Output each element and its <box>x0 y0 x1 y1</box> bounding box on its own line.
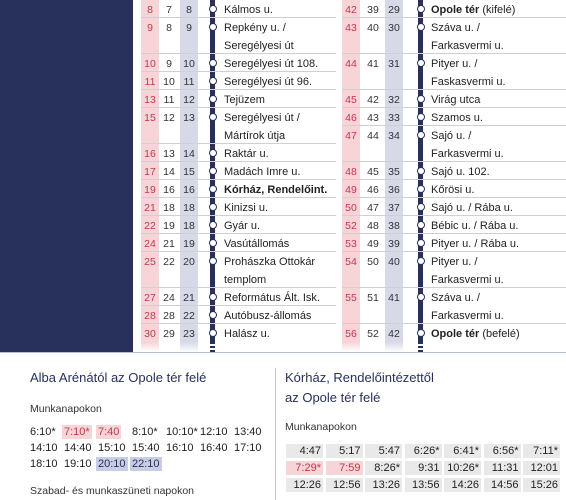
stop-dot <box>209 149 217 157</box>
stop-dot <box>209 185 217 193</box>
stop-dot <box>417 293 425 301</box>
L-route-dashes <box>210 342 215 352</box>
minute-lavender: 9 <box>186 22 192 34</box>
minute-white: 46 <box>367 184 379 196</box>
row-separator <box>342 233 566 234</box>
minute-lavender: 18 <box>183 220 195 232</box>
stop-name: Autóbusz-állomás <box>224 309 312 322</box>
minute-lavender: 37 <box>388 202 400 214</box>
stop-name-line2: Seregélyesi út <box>224 39 294 52</box>
minute-white: 12 <box>163 112 175 124</box>
minute-white: 41 <box>367 58 379 70</box>
stop-dot <box>209 221 217 229</box>
stop-name: Seregélyesi út 108. <box>224 57 319 70</box>
minute-lavender: 14 <box>183 148 195 160</box>
stop-name: Tejüzem <box>224 93 265 106</box>
minute-pink: 48 <box>345 166 357 178</box>
minute-white: 28 <box>163 310 175 322</box>
departure-time: 7:11* <box>523 444 560 458</box>
departure-time: 7:40 <box>98 426 120 438</box>
stop-name: Kórház, Rendelőint. <box>224 183 328 196</box>
row-separator <box>141 233 336 234</box>
stop-dot <box>209 77 217 85</box>
minute-pink: 15 <box>144 112 156 124</box>
row-separator <box>141 107 336 108</box>
minute-white: 16 <box>163 184 175 196</box>
stop-name: Sajó u. / Rába u. <box>431 201 513 214</box>
stop-name-line2: Farkasvermi u. <box>431 273 504 286</box>
minute-pink: 11 <box>144 76 156 88</box>
stop-dot <box>417 59 425 67</box>
minute-white: 42 <box>367 94 379 106</box>
stop-dot <box>209 167 217 175</box>
stop-name: Pityer u. / <box>431 255 478 268</box>
departure-time: 8:26* <box>365 461 402 475</box>
left-weekday-label: Munkanapokon <box>30 403 102 415</box>
departure-time: 5:17 <box>326 444 363 458</box>
stop-name: Református Ált. Isk. <box>224 291 320 304</box>
departure-time: 13:56 <box>405 478 442 492</box>
stop-name: Pityer u. / Rába u. <box>431 237 520 250</box>
departure-time: 7:29* <box>286 461 323 475</box>
stop-name: Sajó u. / <box>431 129 472 142</box>
stop-name-suffix: (kifelé) <box>479 3 516 16</box>
minute-lavender: 40 <box>388 256 400 268</box>
stop-dot <box>417 167 425 175</box>
left-schedule-title: Alba Arénától az Opole tér felé <box>30 370 207 385</box>
minute-lavender: 35 <box>388 166 400 178</box>
departure-time: 18:10 <box>30 458 58 470</box>
minute-lavender: 12 <box>183 94 195 106</box>
stop-dot <box>417 185 425 193</box>
row-separator <box>342 251 566 252</box>
departure-time: 9:31 <box>405 461 442 475</box>
stop-name <box>431 328 520 341</box>
minute-white: 51 <box>367 292 379 304</box>
stop-dot <box>209 23 217 31</box>
departure-time: 12:01 <box>523 461 560 475</box>
stop-name-line2: Faskasvermi u. <box>431 75 506 88</box>
stop-dot <box>417 23 425 31</box>
row-separator <box>141 143 336 144</box>
schedule-column-divider <box>275 368 276 500</box>
minute-white: 49 <box>367 238 379 250</box>
row-separator <box>141 197 336 198</box>
minute-lavender: 22 <box>183 310 195 322</box>
minute-pink: 13 <box>144 94 156 106</box>
minute-white: 10 <box>163 76 175 88</box>
minute-lavender: 10 <box>183 58 195 70</box>
minute-lavender: 38 <box>388 220 400 232</box>
row-separator <box>141 89 336 90</box>
minute-pink: 45 <box>345 94 357 106</box>
stop-name: Kálmos u. <box>224 3 273 16</box>
departure-time: 6:56* <box>484 444 521 458</box>
departure-time: 22:10 <box>132 458 160 470</box>
row-separator <box>342 323 566 324</box>
minute-white: 50 <box>367 256 379 268</box>
departure-time: 7:59 <box>326 461 363 475</box>
minute-pink: 25 <box>144 256 156 268</box>
row-separator <box>141 305 336 306</box>
stop-dot <box>209 311 217 319</box>
minute-white: 11 <box>163 94 175 106</box>
departure-time: 11:31 <box>484 461 521 475</box>
departure-time: 20:10 <box>98 458 126 470</box>
minute-pink: 49 <box>345 184 357 196</box>
minute-lavender: 11 <box>183 76 195 88</box>
minute-lavender: 30 <box>388 22 400 34</box>
row-separator <box>342 89 566 90</box>
row-separator <box>141 179 336 180</box>
minute-pink: 47 <box>345 130 357 142</box>
minute-lavender: 18 <box>183 202 195 214</box>
minute-white: 29 <box>163 328 175 340</box>
departure-time: 4:47 <box>286 444 323 458</box>
minute-lavender: 36 <box>388 184 400 196</box>
right-schedule-title: Kórház, Rendelőintézettől <box>285 370 434 385</box>
departure-time: 15:26 <box>523 478 560 492</box>
minute-white: 45 <box>367 166 379 178</box>
departure-time: 17:10 <box>234 442 262 454</box>
minute-lavender: 39 <box>388 238 400 250</box>
minute-white: 8 <box>166 22 172 34</box>
stop-dot <box>209 5 217 13</box>
minute-white: 18 <box>163 202 175 214</box>
stop-name: Száva u. / <box>431 291 480 304</box>
minute-pink: 16 <box>144 148 156 160</box>
minute-pink: 28 <box>144 310 156 322</box>
minute-pink: 9 <box>147 22 153 34</box>
departure-time: 14:40 <box>64 442 92 454</box>
stop-name: Seregélyesi út / <box>224 111 300 124</box>
R-pink-fade <box>342 342 360 352</box>
right-schedule-title-line2: az Opole tér felé <box>285 390 381 405</box>
stop-name: Sajó u. 102. <box>431 165 490 178</box>
stop-name: Pityer u. / <box>431 57 478 70</box>
departure-time: 12:26 <box>286 478 323 492</box>
minute-lavender: 8 <box>186 4 192 16</box>
minute-white: 19 <box>163 220 175 232</box>
minute-lavender: 15 <box>183 166 195 178</box>
minute-pink: 56 <box>345 328 357 340</box>
row-separator <box>342 287 566 288</box>
row-separator <box>141 323 336 324</box>
departure-time: 6:10* <box>30 426 56 438</box>
departure-time: 5:47 <box>365 444 402 458</box>
row-separator <box>342 197 566 198</box>
minute-pink: 54 <box>345 256 357 268</box>
stop-name: Gyár u. <box>224 219 261 232</box>
minute-lavender: 21 <box>183 292 195 304</box>
stop-dot <box>209 239 217 247</box>
stop-dot <box>417 239 425 247</box>
minute-white: 52 <box>367 328 379 340</box>
departure-time: 13:40 <box>234 426 262 438</box>
departure-time: 15:40 <box>132 442 160 454</box>
stop-name: Kinizsi u. <box>224 201 269 214</box>
stop-dot <box>209 293 217 301</box>
departure-time: 10:10* <box>166 426 198 438</box>
minute-lavender: 29 <box>388 4 400 16</box>
minute-lavender: 16 <box>183 184 195 196</box>
departure-time: 16:10 <box>166 442 194 454</box>
R-route-dashes <box>418 342 423 352</box>
minute-lavender: 33 <box>388 112 400 124</box>
minute-pink: 42 <box>345 4 357 16</box>
minute-pink: 17 <box>144 166 156 178</box>
stop-name-line2: Farkasvermi u. <box>431 147 504 160</box>
row-separator <box>141 53 336 54</box>
stop-dot <box>209 59 217 67</box>
stop-dot <box>209 113 217 121</box>
stop-dot <box>209 329 217 337</box>
minute-pink: 44 <box>345 58 357 70</box>
stop-dot <box>417 95 425 103</box>
L-lavender-fade <box>180 342 198 352</box>
row-separator <box>342 179 566 180</box>
stop-name-line2: Mártírok útja <box>224 129 286 142</box>
row-separator <box>141 17 336 18</box>
departure-time: 16:40 <box>200 442 228 454</box>
departure-time: 14:26 <box>444 478 481 492</box>
stop-name-bold: Opole tér <box>431 3 480 16</box>
minute-pink: 19 <box>144 184 156 196</box>
minute-pink: 24 <box>144 238 156 250</box>
row-separator <box>342 215 566 216</box>
stop-name-line2: Farkasvermi u. <box>431 39 504 52</box>
L-pink-fade <box>141 342 159 352</box>
stop-name: Vasútállomás <box>224 237 290 250</box>
stop-name: Prohászka Ottokár <box>224 255 316 268</box>
minute-lavender: 13 <box>183 112 195 124</box>
stop-dot <box>417 257 425 265</box>
stop-name: Raktár u. <box>224 147 269 160</box>
minute-white: 43 <box>367 112 379 124</box>
departure-time: 19:10 <box>64 458 92 470</box>
departure-time: 12:10 <box>200 426 228 438</box>
row-separator <box>342 53 566 54</box>
minute-white: 21 <box>163 238 175 250</box>
minute-white: 39 <box>367 4 379 16</box>
stop-dot <box>209 257 217 265</box>
stop-name: Bébic u. / Rába u. <box>431 219 519 232</box>
stop-dot <box>417 329 425 337</box>
stop-dot <box>209 203 217 211</box>
minute-pink: 43 <box>345 22 357 34</box>
minute-white: 48 <box>367 220 379 232</box>
row-separator <box>141 71 336 72</box>
departure-time: 10:26* <box>444 461 481 475</box>
row-separator <box>141 251 336 252</box>
stop-dot <box>417 221 425 229</box>
stop-name <box>431 4 515 17</box>
departure-time: 14:56 <box>484 478 521 492</box>
R-lavender-fade <box>385 342 403 352</box>
minute-pink: 55 <box>345 292 357 304</box>
minute-lavender: 31 <box>388 58 400 70</box>
minute-pink: 46 <box>345 112 357 124</box>
minute-pink: 21 <box>144 202 156 214</box>
minute-white: 24 <box>163 292 175 304</box>
row-separator <box>141 287 336 288</box>
stop-name: Seregélyesi út 96. <box>224 75 313 88</box>
stop-name: Szamos u. <box>431 111 483 124</box>
stop-name-line2: Farkasvermi u. <box>431 309 504 322</box>
stop-dot <box>417 5 425 13</box>
left-weekend-label: Szabad- és munkaszüneti napokon <box>30 485 195 497</box>
minute-lavender: 34 <box>388 130 400 142</box>
row-separator <box>342 125 566 126</box>
minute-white: 9 <box>166 58 172 70</box>
minute-white: 40 <box>367 22 379 34</box>
row-separator <box>342 107 566 108</box>
minute-pink: 8 <box>147 4 153 16</box>
minute-white: 14 <box>163 166 175 178</box>
minute-white: 44 <box>367 130 379 142</box>
minute-lavender: 19 <box>183 238 195 250</box>
row-separator <box>141 215 336 216</box>
stop-name-bold: Opole tér <box>431 327 480 340</box>
minute-pink: 52 <box>345 220 357 232</box>
stop-name: Repkény u. / <box>224 21 286 34</box>
departure-time: 6:26* <box>405 444 442 458</box>
minute-lavender: 42 <box>388 328 400 340</box>
departure-time: 8:10* <box>132 426 158 438</box>
stop-name-suffix: (befelé) <box>479 327 520 340</box>
navy-side-panel <box>0 0 133 352</box>
stop-dot <box>417 131 425 139</box>
minute-white: 22 <box>163 256 175 268</box>
row-separator <box>342 17 566 18</box>
minute-white: 13 <box>163 148 175 160</box>
minute-pink: 22 <box>144 220 156 232</box>
minute-lavender: 32 <box>388 94 400 106</box>
stop-name: Száva u. / <box>431 21 480 34</box>
minute-white: 47 <box>367 202 379 214</box>
departure-time: 12:56 <box>326 478 363 492</box>
right-weekday-label: Munkanapokon <box>285 421 357 433</box>
minute-pink: 53 <box>345 238 357 250</box>
section-divider <box>0 352 566 353</box>
departure-time: 13:26 <box>365 478 402 492</box>
row-separator <box>141 161 336 162</box>
minute-pink: 30 <box>144 328 156 340</box>
minute-pink: 10 <box>144 58 156 70</box>
departure-time: 15:10 <box>98 442 126 454</box>
departure-time: 7:10* <box>64 426 90 438</box>
minute-pink: 50 <box>345 202 357 214</box>
stop-dot <box>417 203 425 211</box>
stop-dot <box>417 113 425 121</box>
stop-name: Kőrösi u. <box>431 183 475 196</box>
minute-white: 7 <box>166 4 172 16</box>
stop-name: Virág utca <box>431 93 481 106</box>
departure-time: 6:41* <box>444 444 481 458</box>
stop-name: Madách Imre u. <box>224 165 301 178</box>
stop-name: Halász u. <box>224 327 270 340</box>
minute-lavender: 41 <box>388 292 400 304</box>
minute-lavender: 20 <box>183 256 195 268</box>
minute-lavender: 23 <box>183 328 195 340</box>
stop-dot <box>209 95 217 103</box>
stop-name-line2: templom <box>224 273 267 286</box>
minute-pink: 27 <box>144 292 156 304</box>
departure-time: 14:10 <box>30 442 58 454</box>
row-separator <box>342 161 566 162</box>
